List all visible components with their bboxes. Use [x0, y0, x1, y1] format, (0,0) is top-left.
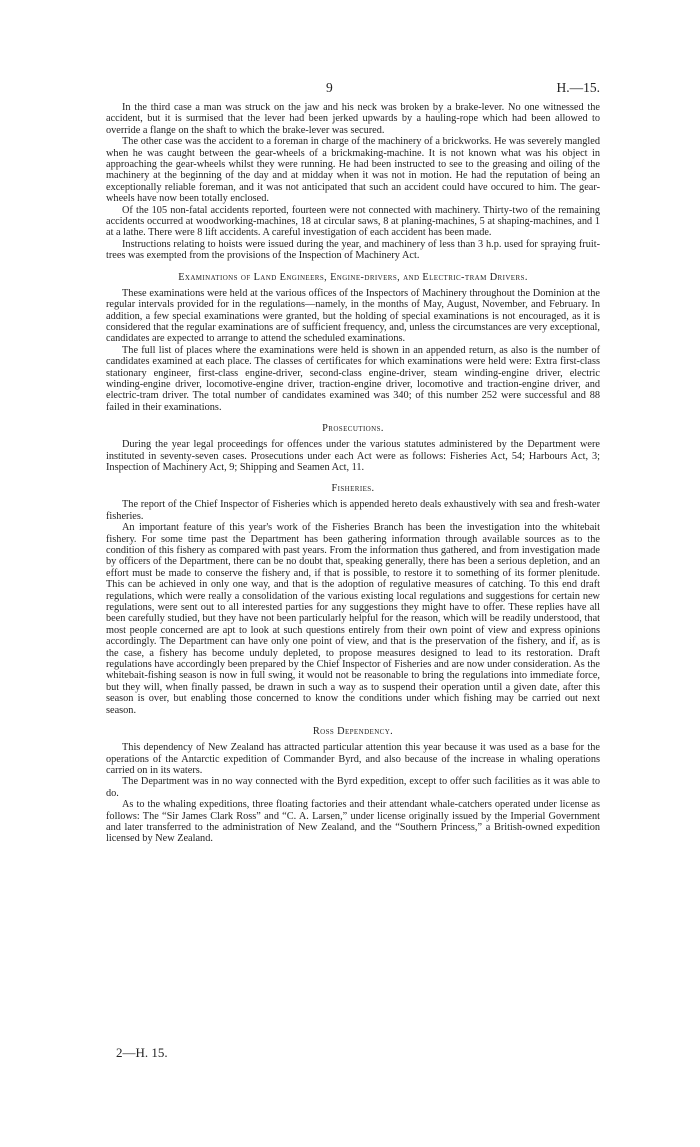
- paragraph: The full list of places where the examinations were held is shown in an appended return, as also is the number of candidates examined at each place. The classes of certificates for which examinations were held were: Extra first-class stationary engineer, first-class engine-driver, second-class engine-driver, steam winding-engine driver, electric winding-engine driver, locomotive-engine driver, traction-engine driver, locomotive and traction-engine driver, and electric-tram driver. The total number of candidates examined was 340; of this number 252 were successful and 88 failed in their examinations.: [106, 344, 600, 413]
- section-heading: Fisheries.: [331, 483, 375, 495]
- prosecutions-section: [106, 423, 600, 473]
- paragraph: This dependency of New Zealand has attracted particular attention this year because it was used as a base for the operations of the Antarctic expedition of Commander Byrd, and also because of the increase in whaling operations carried on in its waters.: [106, 742, 600, 776]
- paragraph: Instructions relating to hoists were issued during the year, and machinery of less than 3 h.p. used for spraying fruit-trees was exempted from the provisions of the Inspection of Machinery Act.: [106, 238, 600, 262]
- document-page: [106, 80, 600, 845]
- section-heading: Prosecutions.: [322, 423, 384, 435]
- paragraph: The report of the Chief Inspector of Fisheries which is appended hereto deals exhaustively with sea and fresh-water fisheries.: [106, 499, 600, 522]
- intro-section: [106, 102, 600, 262]
- paragraph: In the third case a man was struck on the jaw and his neck was broken by a brake-lever. No one witnessed the accident, but it is surmised that the lever had been jerked upwards by a hauling-rope which had been allowed to override a flange on the shaft to which the brake-lever was secured.: [106, 102, 600, 136]
- paragraph: The other case was the accident to a foreman in charge of the machinery of a brickworks. He was severely mangled when he was caught between the gear-wheels of a brickmaking-machine. It is not known what was his object in approaching the gear-wheels whilst they were running. He had been instructed to see to the greasing and oiling of the machinery at the beginning of the day and at midday when it was not in motion. He had the reputation of being an exceptionally reliable foreman, and it was not anticipated that such an accident could have occured to him. The gear-wheels have now been totally enclosed.: [106, 136, 600, 205]
- paragraph: During the year legal proceedings for offences under the various statutes administered by the Department were instituted in seventy-seven cases. Prosecutions under each Act were as follows: Fisheries Act, 54; Harbours Act, 3; Inspection of Machinery Act, 9; Shipping and Seamen Act, 11.: [106, 439, 600, 473]
- paragraph: These examinations were held at the various offices of the Inspectors of Machinery throughout the Dominion at the regular intervals provided for in the regulations—namely, in the months of May, August, November, and February. In addition, a few special examinations were granted, but the holding of special examinations is not encouraged, as it is considered that the regular examinations are of sufficient frequency, and, unless the circumstances are very exceptional, candidates are expected to arrange to attend the scheduled examinations.: [106, 287, 600, 345]
- section-heading: Examinations of Land Engineers, Engine-drivers, and Electric-tram Drivers.: [178, 271, 528, 283]
- document-reference: H.—15.: [556, 80, 600, 95]
- paragraph: As to the whaling expeditions, three floating factories and their attendant whale-catchers operated under license as follows: The “Sir James Clark Ross” and “C. A. Larsen,” under license originally issued by the Imperial Government and later transferred to the administration of New Zealand, and the “Southern Princess,” a British-owned expedition licensed by New Zealand.: [106, 799, 600, 845]
- section-heading: Ross Dependency.: [312, 726, 394, 738]
- page-number: 9: [326, 80, 333, 95]
- examinations-section: [106, 272, 600, 413]
- paragraph: The Department was in no way connected with the Byrd expedition, except to offer such facilities as it was able to do.: [106, 776, 600, 799]
- ross-dependency-section: [106, 726, 600, 845]
- paragraph: An important feature of this year's work of the Fisheries Branch has been the investigation into the whitebait fishery. For some time past the Department has been gathering information through available sources as to the condition of this fishery as compared with past years. From the information thus gathered, and from investigation made by officers of the Department, there can be no doubt that, speaking generally, there has been a serious depletion, and an effort must be made to conserve the fishery and, if that is possible, to restore it to something of its former plenitude. This can be achieved in only one way, and that is the adoption of regulative measures of catching. To this end draft regulations, which were really a consolidation of the various existing local regulations and suggestions for certain new regulations, were sent out to all interested parties for any suggestions they might have to offer. These replies have all been carefully studied, but they have not been particularly helpful for the reason, which will be readily understood, that most people concerned are apt to look at such questions entirely from their own point of view and express opinions accordingly. The Department can have only one point of view, and that is the preservation of the fishery, and if, as is the case, a fishery has become unduly depleted, to propose measures designed to lead to its restoration. Draft regulations have accordingly been prepared by the Chief Inspector of Fisheries and are now under consideration. As the whitebait-fishing season is now in full swing, it would not be reasonable to bring the regulations into immediate force, but they will, when finally passed, be drawn in such a way as to suspend their operation until a given date, after this season is over, but enabling those concerned to know the conditions under which fishing may be carried out next season.: [106, 522, 600, 716]
- paragraph: Of the 105 non-fatal accidents reported, fourteen were not connected with machinery. Thirty-two of the remaining accidents occurred at woodworking-machines, 18 at circular saws, 8 at planing-machines, 5 at shaping-machines, and 1 at a lathe. There were 8 lift accidents. A careful investigation of each accident has been made.: [106, 204, 600, 239]
- fisheries-section: [106, 483, 600, 716]
- page-header: [106, 80, 600, 102]
- signature-mark: 2—H. 15.: [116, 1045, 168, 1060]
